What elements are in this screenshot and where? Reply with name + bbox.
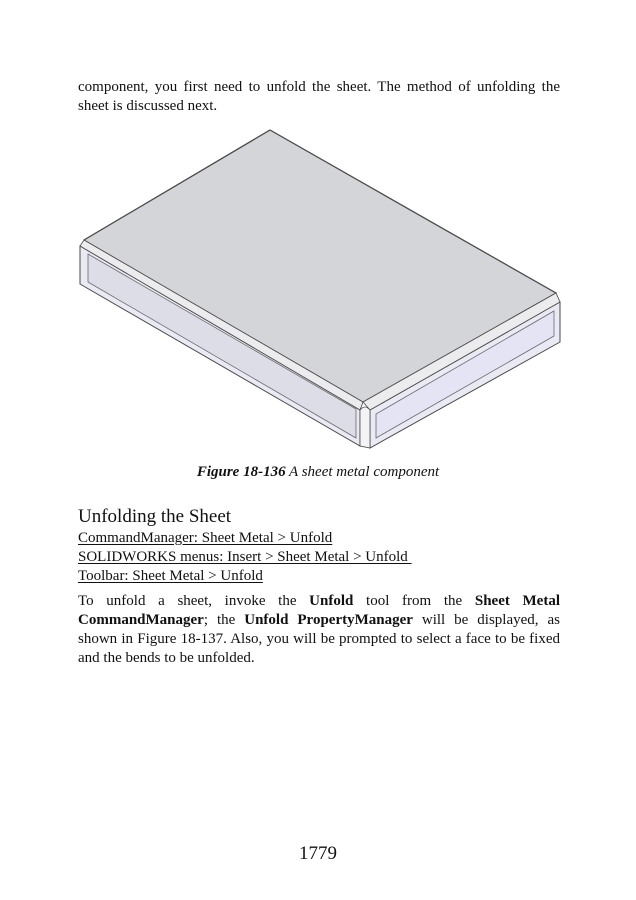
unfold-tool-name: Unfold [309, 593, 354, 609]
corner-relief [360, 407, 370, 448]
figure-caption [0, 463, 636, 482]
figure-number: Figure 18-136 [196, 464, 286, 480]
solidworks-menus-path: SOLIDWORKS menus: Insert > Sheet Metal > Unfold [78, 549, 412, 565]
body-paragraph [78, 592, 560, 668]
body-text-3: ; the [203, 612, 245, 628]
sheet-metal-commandmanager-name: Sheet Metal CommandManager [78, 593, 561, 628]
commandmanager-path: CommandManager: Sheet Metal > Unfold [78, 530, 333, 546]
section-heading: Unfolding the Sheet [78, 506, 232, 527]
toolbar-path: Toolbar: Sheet Metal > Unfold [78, 568, 263, 584]
unfold-propertymanager-name: Unfold PropertyManager [244, 612, 413, 628]
figure-caption-text: A sheet metal component [285, 464, 440, 480]
sheet-metal-component-figure [78, 128, 564, 454]
body-text-2: tool from the [353, 593, 475, 609]
intro-paragraph: component, you first need to unfold the sheet. The method of unfolding the sheet is discussed next. [78, 79, 560, 114]
page-number: 1779 [299, 843, 337, 864]
body-text-4: will be displayed, as shown in Figure 18-137. Also, you will be prompted to select a face to be fixed and the bends to be unfolded. [78, 612, 560, 666]
body-text-1: To unfold a sheet, invoke the [78, 593, 310, 609]
